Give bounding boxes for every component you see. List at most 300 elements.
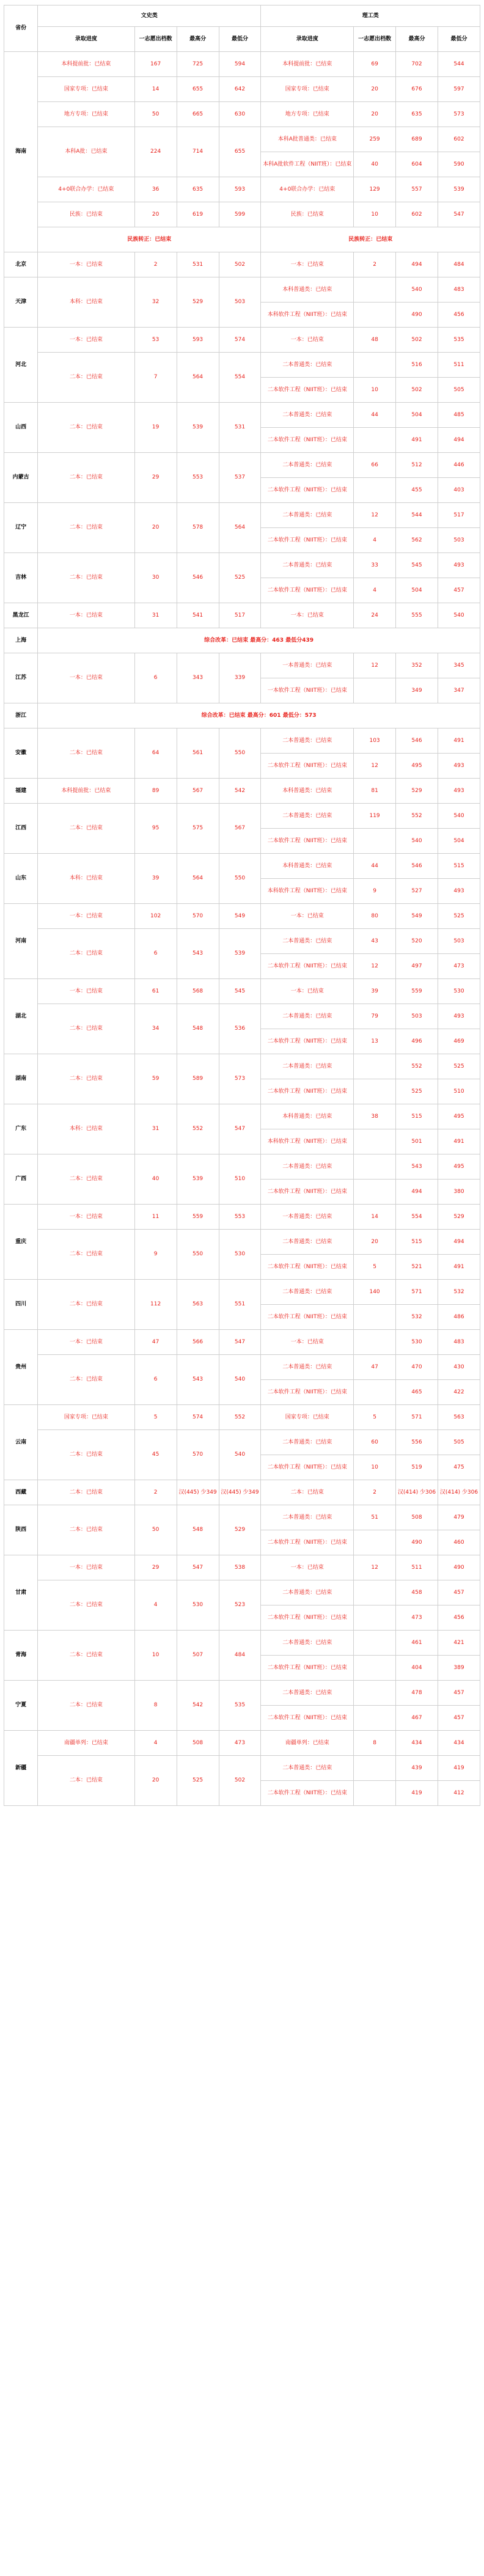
wen-max-score-cell: 508	[177, 1731, 219, 1756]
wen-min-score-cell: 542	[219, 779, 261, 804]
li-progress-cell: 南疆单列：已结束	[261, 1731, 354, 1756]
li-max-score-cell: 434	[396, 1731, 438, 1756]
li-min-score-cell: 469	[438, 1029, 480, 1054]
table-row	[4, 1555, 480, 1580]
wen-max-score-cell: 553	[177, 453, 219, 503]
province-cell: 河南	[4, 904, 38, 979]
wen-max-score-cell: 525	[177, 1756, 219, 1806]
wen-min-score-cell: 539	[219, 929, 261, 979]
wen-max-score-cell: 531	[177, 252, 219, 277]
li-progress-cell: 二本普通类：已结束	[261, 503, 354, 528]
li-max-score-cell: 439	[396, 1756, 438, 1781]
province-cell: 云南	[4, 1405, 38, 1480]
table-row	[4, 252, 480, 277]
li-min-score-cell: 493	[438, 754, 480, 779]
wen-max-score-cell: 507	[177, 1631, 219, 1681]
wen-first-choice-cell: 4	[134, 1580, 177, 1631]
li-min-score-cell: 505	[438, 1430, 480, 1455]
li-max-score-cell: 470	[396, 1355, 438, 1380]
table-row	[4, 1104, 480, 1129]
table-row	[4, 177, 480, 202]
li-first-choice-cell: 81	[354, 779, 396, 804]
li-max-score-cell: 554	[396, 1205, 438, 1230]
li-max-score-cell: 473	[396, 1605, 438, 1631]
merged-status-cell: 综合改革：已结束 最高分：601 最低分：573	[38, 703, 480, 728]
wen-max-score-cell: 593	[177, 328, 219, 353]
li-progress-cell: 本科普通类：已结束	[261, 277, 354, 303]
province-header: 省份	[4, 6, 38, 52]
wen-progress-cell: 南疆单列：已结束	[38, 1731, 135, 1756]
li-progress-cell: 国家专项：已结束	[261, 1405, 354, 1430]
province-cell: 河北	[4, 328, 38, 403]
wen-first-choice-cell: 95	[134, 804, 177, 854]
wen-min-score-cell: 630	[219, 102, 261, 127]
li-first-choice-cell	[354, 1530, 396, 1555]
li-progress-cell: 二本普通类：已结束	[261, 403, 354, 428]
wen-max-score-cell: 574	[177, 1405, 219, 1430]
table-row	[4, 227, 480, 252]
wen-min-score-cell: 642	[219, 77, 261, 102]
li-max-score-cell: 461	[396, 1631, 438, 1656]
li-first-choice-cell	[354, 277, 396, 303]
li-min-score-cell: 532	[438, 1280, 480, 1305]
li-progress-cell: 二本软件工程（NIIT班）：已结束	[261, 578, 354, 603]
li-first-choice-cell: 10	[354, 202, 396, 227]
wen-min-score-cell: 567	[219, 804, 261, 854]
li-max-score-cell: 559	[396, 979, 438, 1004]
wen-min-score-cell: 484	[219, 1631, 261, 1681]
li-min-score-cell: 505	[438, 378, 480, 403]
li-first-choice-cell: 103	[354, 728, 396, 754]
wen-progress-cell: 二本：已结束	[38, 1430, 135, 1480]
table-row	[4, 929, 480, 954]
li-progress-cell: 本科普通类：已结束	[261, 854, 354, 879]
wen-max-score-cell: 汉(445) 少349	[177, 1480, 219, 1505]
table-row	[4, 1330, 480, 1355]
li-first-choice-cell	[354, 1305, 396, 1330]
li-max-score-cell: 532	[396, 1305, 438, 1330]
li-first-choice-cell: 24	[354, 603, 396, 628]
li-first-choice-cell: 12	[354, 1555, 396, 1580]
li-max-score-cell: 544	[396, 503, 438, 528]
wen-min-score-cell: 547	[219, 1330, 261, 1355]
li-min-score-cell: 490	[438, 1555, 480, 1580]
li-progress-cell: 二本普通类：已结束	[261, 353, 354, 378]
li-progress-cell: 二本普通类：已结束	[261, 1054, 354, 1079]
li-max-score-cell: 404	[396, 1656, 438, 1681]
li-progress-cell: 二本软件工程（NIIT班）：已结束	[261, 378, 354, 403]
wen-progress-cell: 二本：已结束	[38, 403, 135, 453]
li-first-choice-cell: 48	[354, 328, 396, 353]
li-min-score-cell: 602	[438, 127, 480, 152]
li-min-score-cell: 457	[438, 578, 480, 603]
table-row	[4, 1681, 480, 1706]
wen-progress-cell: 一本：已结束	[38, 1205, 135, 1230]
wen-min-score-cell: 510	[219, 1154, 261, 1205]
li-min-score-cell: 419	[438, 1756, 480, 1781]
wen-first-choice-cell: 4	[134, 1731, 177, 1756]
province-cell: 广西	[4, 1154, 38, 1205]
province-cell: 黑龙江	[4, 603, 38, 628]
li-progress-cell: 本科提前批：已结束	[261, 52, 354, 77]
wen-max-score-cell: 548	[177, 1505, 219, 1555]
li-min-score-cell: 525	[438, 1054, 480, 1079]
wen-min-score-cell: 655	[219, 127, 261, 177]
li-first-choice-cell: 12	[354, 503, 396, 528]
li-progress-cell: 二本软件工程（NIIT班）：已结束	[261, 1706, 354, 1731]
wen-progress-cell: 二本：已结束	[38, 1280, 135, 1330]
wen-first-choice-cell: 11	[134, 1205, 177, 1230]
li-min-score-cell: 457	[438, 1706, 480, 1731]
wen-progress-cell: 国家专项：已结束	[38, 77, 135, 102]
li-max-score-cell: 540	[396, 277, 438, 303]
province-cell: 天津	[4, 277, 38, 328]
province-cell: 贵州	[4, 1330, 38, 1405]
wen-first-choice-cell: 20	[134, 503, 177, 553]
wen-max-score-cell: 714	[177, 127, 219, 177]
li-first-choice-cell	[354, 1129, 396, 1154]
wen-max-score-cell: 575	[177, 804, 219, 854]
li-first-choice-cell	[354, 1054, 396, 1079]
li-first-choice-cell: 20	[354, 77, 396, 102]
table-row	[4, 804, 480, 829]
li-first-choice-cell	[354, 1681, 396, 1706]
wen-category-header: 文史类	[38, 6, 261, 27]
wen-min-score-cell: 529	[219, 1505, 261, 1555]
li-max-score-cell: 520	[396, 929, 438, 954]
li-max-score-cell: 516	[396, 353, 438, 378]
wen-progress-cell: 一本：已结束	[38, 653, 135, 703]
li-progress-cell: 一本：已结束	[261, 904, 354, 929]
wen-max-score-cell: 635	[177, 177, 219, 202]
table-row	[4, 979, 480, 1004]
province-cell: 辽宁	[4, 503, 38, 553]
li-min-score-cell: 422	[438, 1380, 480, 1405]
wen-max-score-cell: 343	[177, 653, 219, 703]
province-cell: 福建	[4, 779, 38, 804]
wen-progress-cell: 本科：已结束	[38, 277, 135, 328]
table-row	[4, 728, 480, 754]
wen-min-score-cell: 564	[219, 503, 261, 553]
li-progress-cell: 二本普通类：已结束	[261, 1631, 354, 1656]
li-progress-cell: 二本软件工程（NIIT班）：已结束	[261, 528, 354, 553]
li-first-choice-cell: 4	[354, 578, 396, 603]
li-progress-cell: 本科软件工程（NIIT班）：已结束	[261, 879, 354, 904]
wen-first-choice-cell: 31	[134, 1104, 177, 1154]
li-max-score-cell: 519	[396, 1455, 438, 1480]
li-first-choice-cell	[354, 1756, 396, 1781]
li-progress-cell: 二本普通类：已结束	[261, 1154, 354, 1180]
li-status-cell: 民族转正：已结束	[261, 227, 480, 252]
li-first-choice-cell: 80	[354, 904, 396, 929]
li-min-score-cell: 535	[438, 328, 480, 353]
wen-min-score-cell: 554	[219, 353, 261, 403]
li-min-score-cell: 539	[438, 177, 480, 202]
li-first-choice-cell	[354, 353, 396, 378]
li-progress-cell: 一本：已结束	[261, 252, 354, 277]
table-row	[4, 328, 480, 353]
table-row	[4, 403, 480, 428]
wen-min-score-cell: 531	[219, 403, 261, 453]
admission-table	[4, 5, 480, 1806]
wen-max-score-cell: 566	[177, 1330, 219, 1355]
li-first-choice-cell: 20	[354, 1230, 396, 1255]
province-cell: 安徽	[4, 728, 38, 779]
li-progress-cell: 二本普通类：已结束	[261, 1004, 354, 1029]
wen-max-score-cell: 530	[177, 1580, 219, 1631]
li-first-choice-cell: 44	[354, 854, 396, 879]
province-cell: 青海	[4, 1631, 38, 1681]
table-row	[4, 1430, 480, 1455]
li-first-choice-cell: 44	[354, 403, 396, 428]
li-max-score-cell: 549	[396, 904, 438, 929]
wen-min-score-cell: 549	[219, 904, 261, 929]
li-max-score-cell: 508	[396, 1505, 438, 1530]
li-max-score-cell: 689	[396, 127, 438, 152]
li-first-choice-cell	[354, 1631, 396, 1656]
wen-max-score-cell: 568	[177, 979, 219, 1004]
wen-min-score-cell: 538	[219, 1555, 261, 1580]
li-first-choice-cell: 140	[354, 1280, 396, 1305]
li-first-choice-cell: 20	[354, 102, 396, 127]
li-max-score-cell: 525	[396, 1079, 438, 1104]
li-max-score-cell: 555	[396, 603, 438, 628]
wen-progress-cell: 本科A批：已结束	[38, 127, 135, 177]
table-row	[4, 553, 480, 578]
wen-min-score-cell: 502	[219, 252, 261, 277]
li-first-choice-cell	[354, 1330, 396, 1355]
wen-max-score-cell: 539	[177, 403, 219, 453]
li-min-score-cell: 495	[438, 1154, 480, 1180]
li-max-score-cell: 604	[396, 152, 438, 177]
wen-min-score-cell: 547	[219, 1104, 261, 1154]
wen-max-score-cell: 564	[177, 854, 219, 904]
wen-progress-cell: 本科：已结束	[38, 1104, 135, 1154]
column-header: 最低分	[438, 27, 480, 52]
wen-progress-cell: 二本：已结束	[38, 1004, 135, 1054]
wen-first-choice-cell: 14	[134, 77, 177, 102]
table-row	[4, 1405, 480, 1430]
table-row	[4, 503, 480, 528]
li-min-score-cell: 563	[438, 1405, 480, 1430]
li-progress-cell: 二本软件工程（NIIT班）：已结束	[261, 428, 354, 453]
wen-progress-cell: 二本：已结束	[38, 1154, 135, 1205]
table-row	[4, 1480, 480, 1505]
wen-first-choice-cell: 167	[134, 52, 177, 77]
li-progress-cell: 二本普通类：已结束	[261, 453, 354, 478]
province-cell: 山东	[4, 854, 38, 904]
wen-progress-cell: 4+0联合办学：已结束	[38, 177, 135, 202]
li-first-choice-cell	[354, 1079, 396, 1104]
column-header: 最高分	[177, 27, 219, 52]
table-row	[4, 703, 480, 728]
table-row	[4, 1054, 480, 1079]
li-min-score-cell: 473	[438, 954, 480, 979]
column-header: 一志愿出档数	[134, 27, 177, 52]
wen-min-score-cell: 553	[219, 1205, 261, 1230]
li-max-score-cell: 478	[396, 1681, 438, 1706]
table-row	[4, 1004, 480, 1029]
li-first-choice-cell: 10	[354, 378, 396, 403]
li-max-score-cell: 571	[396, 1280, 438, 1305]
li-first-choice-cell: 5	[354, 1255, 396, 1280]
table-row	[4, 1280, 480, 1305]
province-cell: 四川	[4, 1280, 38, 1330]
li-first-choice-cell: 47	[354, 1355, 396, 1380]
li-max-score-cell: 502	[396, 378, 438, 403]
li-min-score-cell: 493	[438, 879, 480, 904]
li-min-score-cell: 483	[438, 277, 480, 303]
table-row	[4, 1205, 480, 1230]
li-min-score-cell: 457	[438, 1681, 480, 1706]
li-max-score-cell: 556	[396, 1430, 438, 1455]
wen-first-choice-cell: 112	[134, 1280, 177, 1330]
province-cell: 江苏	[4, 653, 38, 703]
wen-progress-cell: 一本：已结束	[38, 904, 135, 929]
li-min-score-cell: 503	[438, 528, 480, 553]
li-progress-cell: 二本软件工程（NIIT班）：已结束	[261, 954, 354, 979]
wen-progress-cell: 一本：已结束	[38, 328, 135, 353]
table-row	[4, 102, 480, 127]
li-category-header: 理工类	[261, 6, 480, 27]
wen-max-score-cell: 543	[177, 1355, 219, 1405]
wen-first-choice-cell: 34	[134, 1004, 177, 1054]
li-progress-cell: 4+0联合办学：已结束	[261, 177, 354, 202]
province-cell: 山西	[4, 403, 38, 453]
table-row	[4, 353, 480, 378]
province-cell: 上海	[4, 628, 38, 653]
li-min-score-cell: 517	[438, 503, 480, 528]
table-row	[4, 52, 480, 77]
li-max-score-cell: 676	[396, 77, 438, 102]
table-row	[4, 202, 480, 227]
province-cell: 广东	[4, 1104, 38, 1154]
li-first-choice-cell: 66	[354, 453, 396, 478]
wen-max-score-cell: 665	[177, 102, 219, 127]
wen-max-score-cell: 561	[177, 728, 219, 779]
li-max-score-cell: 349	[396, 678, 438, 703]
wen-min-score-cell: 545	[219, 979, 261, 1004]
wen-min-score-cell: 536	[219, 1004, 261, 1054]
li-min-score-cell: 529	[438, 1205, 480, 1230]
table-row	[4, 1154, 480, 1180]
li-min-score-cell: 493	[438, 779, 480, 804]
column-header: 最高分	[396, 27, 438, 52]
wen-first-choice-cell: 39	[134, 854, 177, 904]
li-min-score-cell: 389	[438, 1656, 480, 1681]
wen-progress-cell: 本科提前批：已结束	[38, 52, 135, 77]
li-min-score-cell: 493	[438, 553, 480, 578]
li-first-choice-cell: 9	[354, 879, 396, 904]
province-cell: 内蒙古	[4, 453, 38, 503]
li-max-score-cell: 502	[396, 328, 438, 353]
wen-progress-cell: 二本：已结束	[38, 1054, 135, 1104]
wen-progress-cell: 二本：已结束	[38, 804, 135, 854]
table-row	[4, 603, 480, 628]
wen-first-choice-cell: 19	[134, 403, 177, 453]
wen-min-score-cell: 593	[219, 177, 261, 202]
wen-progress-cell: 二本：已结束	[38, 353, 135, 403]
wen-max-score-cell: 567	[177, 779, 219, 804]
wen-first-choice-cell: 9	[134, 1230, 177, 1280]
wen-first-choice-cell: 2	[134, 252, 177, 277]
province-cell: 北京	[4, 252, 38, 277]
li-min-score-cell: 491	[438, 1129, 480, 1154]
province-cell: 海南	[4, 52, 38, 252]
li-first-choice-cell	[354, 1605, 396, 1631]
li-first-choice-cell	[354, 1656, 396, 1681]
li-max-score-cell: 562	[396, 528, 438, 553]
li-min-score-cell: 446	[438, 453, 480, 478]
li-first-choice-cell	[354, 1154, 396, 1180]
li-progress-cell: 二本普通类：已结束	[261, 929, 354, 954]
li-first-choice-cell	[354, 1180, 396, 1205]
li-progress-cell: 二本普通类：已结束	[261, 553, 354, 578]
li-min-score-cell: 511	[438, 353, 480, 378]
table-row	[4, 1756, 480, 1781]
wen-max-score-cell: 547	[177, 1555, 219, 1580]
li-max-score-cell: 503	[396, 1004, 438, 1029]
li-max-score-cell: 501	[396, 1129, 438, 1154]
li-min-score-cell: 456	[438, 303, 480, 328]
wen-first-choice-cell: 5	[134, 1405, 177, 1430]
wen-min-score-cell: 574	[219, 328, 261, 353]
li-min-score-cell: 460	[438, 1530, 480, 1555]
li-max-score-cell: 511	[396, 1555, 438, 1580]
wen-first-choice-cell: 36	[134, 177, 177, 202]
li-first-choice-cell: 40	[354, 152, 396, 177]
wen-progress-cell: 国家专项：已结束	[38, 1405, 135, 1430]
li-min-score-cell: 544	[438, 52, 480, 77]
li-first-choice-cell: 14	[354, 1205, 396, 1230]
li-min-score-cell: 503	[438, 929, 480, 954]
wen-min-score-cell: 517	[219, 603, 261, 628]
wen-status-cell: 民族转正：已结束	[38, 227, 261, 252]
wen-min-score-cell: 540	[219, 1355, 261, 1405]
li-min-score-cell: 530	[438, 979, 480, 1004]
table-row	[4, 1505, 480, 1530]
province-cell: 陕西	[4, 1505, 38, 1555]
li-progress-cell: 二本普通类：已结束	[261, 728, 354, 754]
li-progress-cell: 本科A批普通类：已结束	[261, 127, 354, 152]
wen-max-score-cell: 570	[177, 1430, 219, 1480]
wen-progress-cell: 二本：已结束	[38, 728, 135, 779]
wen-progress-cell: 二本：已结束	[38, 1480, 135, 1505]
wen-progress-cell: 一本：已结束	[38, 252, 135, 277]
wen-first-choice-cell: 7	[134, 353, 177, 403]
wen-max-score-cell: 578	[177, 503, 219, 553]
li-min-score-cell: 430	[438, 1355, 480, 1380]
wen-max-score-cell: 570	[177, 904, 219, 929]
wen-first-choice-cell: 30	[134, 553, 177, 603]
wen-first-choice-cell: 61	[134, 979, 177, 1004]
li-first-choice-cell: 38	[354, 1104, 396, 1129]
wen-first-choice-cell: 53	[134, 328, 177, 353]
li-progress-cell: 二本普通类：已结束	[261, 1355, 354, 1380]
wen-max-score-cell: 543	[177, 929, 219, 979]
li-first-choice-cell: 8	[354, 1731, 396, 1756]
li-max-score-cell: 521	[396, 1255, 438, 1280]
li-min-score-cell: 590	[438, 152, 480, 177]
li-first-choice-cell: 5	[354, 1405, 396, 1430]
wen-max-score-cell: 619	[177, 202, 219, 227]
wen-first-choice-cell: 6	[134, 929, 177, 979]
li-progress-cell: 二本软件工程（NIIT班）：已结束	[261, 478, 354, 503]
province-cell: 湖南	[4, 1054, 38, 1104]
province-cell: 宁夏	[4, 1681, 38, 1731]
li-first-choice-cell: 2	[354, 252, 396, 277]
wen-progress-cell: 二本：已结束	[38, 1756, 135, 1806]
